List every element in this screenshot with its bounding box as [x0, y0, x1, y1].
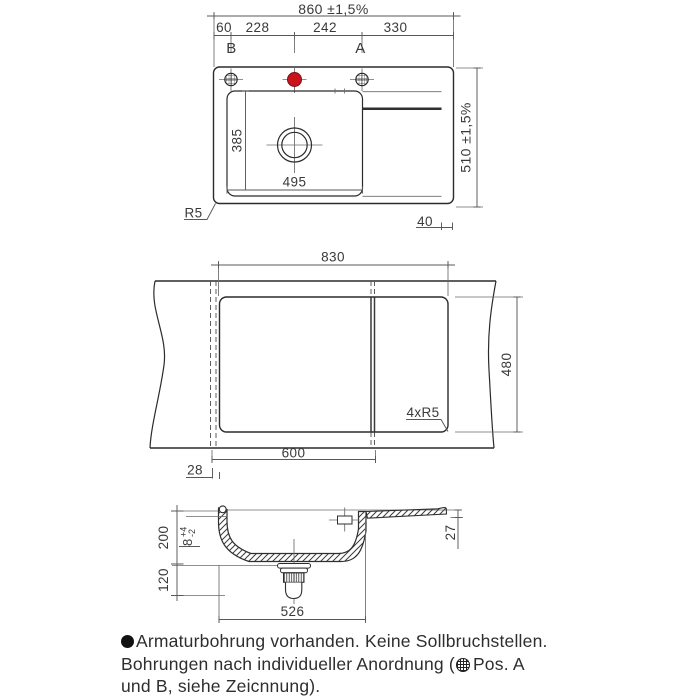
r5-label: R5: [184, 205, 203, 221]
pos-b-label: B: [226, 40, 237, 57]
dim-27-label: 27: [443, 524, 458, 541]
note-line1-text: Armaturbohrung vorhanden. Keine Sollbruchstellen.: [136, 631, 548, 651]
dim-330-label: 330: [383, 20, 408, 35]
dim-depth-200-120: [156, 505, 227, 601]
drain-symbol: [267, 117, 323, 173]
drill-hole-b-icon: [219, 69, 243, 92]
dim-hole-segments: [214, 20, 454, 57]
radius-callout-4xr5: [406, 405, 448, 432]
rim-value-label: 8: [180, 538, 195, 546]
dim-860-label: 860 ±1,5%: [298, 1, 369, 17]
dim-120-label: 120: [156, 568, 171, 592]
radius-callout: [184, 204, 216, 221]
note-line-1: [121, 630, 621, 653]
dim-basin-495: [227, 175, 363, 194]
drainer-area: [363, 92, 442, 197]
dim-495-label: 495: [282, 174, 307, 190]
cutout-view: [150, 250, 523, 480]
rim-tol-plus-label: +4: [178, 526, 189, 537]
dim-height-510: [456, 68, 483, 207]
dim-28-label: 28: [187, 462, 203, 478]
note-line-2: [121, 653, 621, 676]
dim-600-label: 600: [281, 445, 306, 461]
dim-510-label: 510 ±1,5%: [457, 102, 474, 173]
top-view: [184, 1, 483, 230]
dim-228-label: 228: [245, 20, 270, 35]
dim-200-label: 200: [156, 525, 171, 550]
bullet-icon: [121, 635, 134, 648]
dim-rim-8: [179, 527, 201, 547]
faucet-hole-marker-icon: [283, 66, 307, 93]
rim-bead: [219, 506, 226, 513]
hidden-sink-edges: [211, 281, 375, 448]
pos-a-label: A: [355, 40, 366, 57]
dim-830-label: 830: [321, 249, 345, 265]
dim-edge-40: [416, 214, 453, 230]
sink-outline: [214, 67, 454, 204]
dim-242-label: 242: [313, 20, 337, 35]
countertop-band: [150, 281, 496, 448]
dim-60-label: 60: [216, 20, 232, 35]
dim-40-label: 40: [417, 214, 433, 229]
dim-offset-28: [186, 463, 220, 480]
grid-circle-icon: [456, 658, 470, 672]
dim-cutout-830: [211, 250, 455, 297]
dim-385-label: 385: [229, 128, 245, 153]
4xr5-label: 4xR5: [406, 405, 440, 420]
drill-hole-a-icon: [350, 69, 374, 92]
deck-section: [366, 508, 447, 519]
note-line3-text: und B, siehe Zeicnnung).: [121, 676, 321, 696]
note-line2-after: Pos. A: [472, 653, 525, 674]
dim-526-label: 526: [280, 604, 305, 619]
dim-basin-385: [230, 91, 250, 190]
section-view: [156, 505, 463, 623]
rim-tol-minus-label: -2: [187, 528, 198, 537]
dim-deck-27: [443, 510, 463, 549]
drawing-note: [121, 630, 621, 698]
note-line2-before: Bohrungen nach individueller Anordnung (: [121, 653, 455, 674]
dim-480-label: 480: [499, 352, 514, 377]
note-line-3: [121, 675, 621, 698]
faucet-hole-section-icon: [329, 508, 360, 532]
